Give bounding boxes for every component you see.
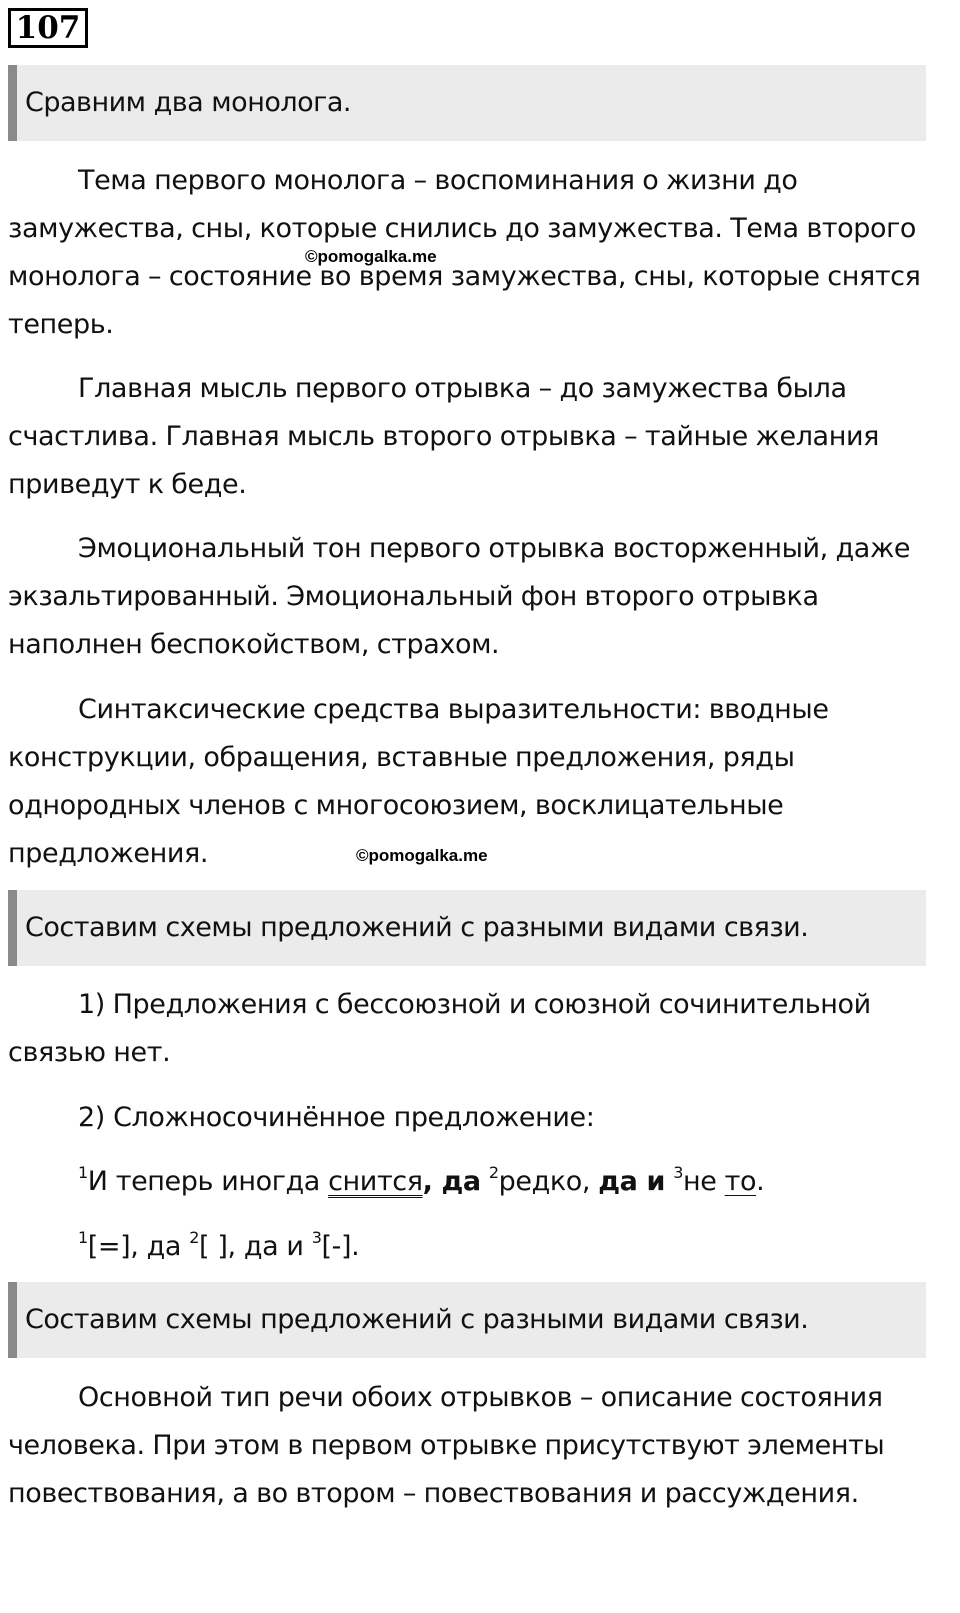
task-number: 107 xyxy=(8,8,88,48)
item-compound-sentence: 2) Сложносочинённое предложение: xyxy=(78,1102,595,1133)
paragraph-speech-type: Основной тип речи обоих отрывков – описание состояния человека. При этом в первом отрывке присутствуют элементы повествования, а во втором – повествования и рассуждения. xyxy=(8,1382,885,1509)
clause-number: 1 xyxy=(78,1228,88,1247)
paragraph-syntax-means: Синтаксические средства выразительности: вводные конструкции, обращения, вставные предложения, ряды однородных членов с многосоюзием, восклицательные предложения. xyxy=(8,694,829,869)
clause-number: 1 xyxy=(78,1163,88,1182)
conjunction: да xyxy=(441,1166,481,1197)
watermark: ©pomogalka.me xyxy=(305,247,437,266)
clause-number: 2 xyxy=(189,1228,200,1247)
watermark: ©pomogalka.me xyxy=(356,846,488,865)
paragraph-emotional-tone: Эмоциональный тон первого отрывка восторженный, даже экзальтированный. Эмоциональный фон второго отрывка наполнен беспокойством, страхом. xyxy=(8,533,911,660)
paragraph-theme: Тема первого монолога – воспоминания о жизни до замужества, сны, которые снились до замужества. Тема второго монолога – состояние во время замужества, сны, которые снятся теперь. xyxy=(8,165,921,340)
sentence-scheme: $^1$[=], да $^2$[ ], да и $^3$[-]. xyxy=(78,1228,360,1262)
section-heading-compare-monologues: Сравним два монолога. xyxy=(8,65,926,141)
section-heading-speech-type: Составим схемы предложений с разными видами связи. xyxy=(8,1282,926,1358)
clause-number: 3 xyxy=(673,1163,683,1182)
clause-number: 3 xyxy=(311,1228,322,1247)
clause-number: 2 xyxy=(488,1163,499,1182)
paragraph-main-idea: Главная мысль первого отрывка – до замужества была счастлива. Главная мысль второго отрывка – тайные желания приведут к беде. xyxy=(8,373,879,500)
subject-underlined: то xyxy=(724,1166,757,1197)
example-sentence: $^1$И теперь иногда снится, да $^2$редко, да и $^3$не то. xyxy=(78,1163,765,1197)
section-heading-sentence-schemes: Составим схемы предложений с разными видами связи. xyxy=(8,890,926,966)
predicate-underlined: снится xyxy=(328,1166,423,1197)
item-no-compound-asyndetic: 1) Предложения с бессоюзной и союзной сочинительной связью нет. xyxy=(8,989,871,1068)
conjunction: да и xyxy=(598,1166,666,1197)
